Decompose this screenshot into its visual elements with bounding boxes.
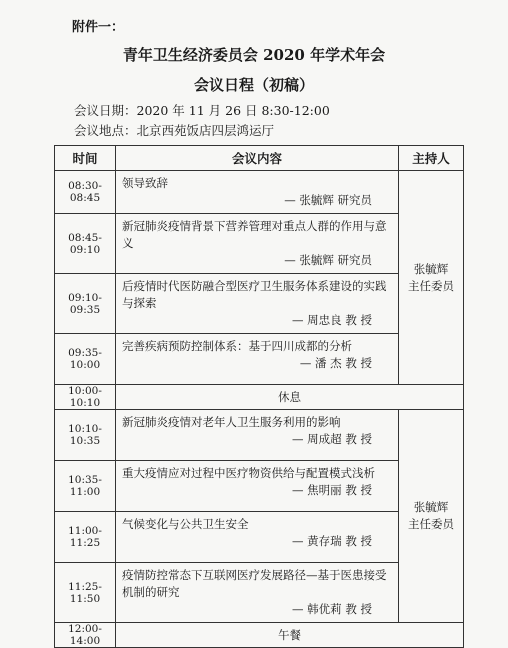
row-content bbox=[116, 334, 399, 385]
row-time: 09:35-10:00 bbox=[55, 334, 116, 385]
row-topic: 疫情防控常态下互联网医疗发展路径—基于医患接受机制的研究 bbox=[122, 568, 387, 599]
row-topic: 完善疾病预防控制体系：基于四川成都的分析 bbox=[122, 339, 352, 353]
row-speaker: — 张毓辉 研究员 bbox=[284, 193, 372, 207]
table-row bbox=[55, 410, 464, 461]
row-speaker: — 张毓辉 研究员 bbox=[284, 253, 372, 267]
table-row bbox=[55, 171, 464, 214]
row-time: 10:35-11:00 bbox=[55, 461, 116, 512]
row-time: 09:10-09:35 bbox=[55, 274, 116, 334]
document-title: 青年卫生经济委员会 2020 年学术年会 bbox=[122, 46, 386, 64]
host-title: 主任委员 bbox=[408, 517, 454, 531]
row-speaker: — 韩优莉 教 授 bbox=[292, 602, 372, 616]
row-topic: 领导致辞 bbox=[122, 176, 168, 190]
row-speaker: — 周成超 教 授 bbox=[292, 432, 372, 446]
row-topic: 后疫情时代医防融合型医疗卫生服务体系建设的实践与探索 bbox=[122, 279, 387, 310]
row-content bbox=[116, 512, 399, 563]
header-host: 主持人 bbox=[399, 146, 464, 171]
row-speaker: — 周忠良 教 授 bbox=[292, 313, 372, 327]
host-title: 主任委员 bbox=[408, 278, 454, 293]
meeting-place: 会议地点：北京西苑饭店四层鸿运厅 bbox=[74, 123, 275, 138]
host-name: 张毓辉 bbox=[413, 261, 449, 276]
attachment-label: 附件一： bbox=[72, 20, 125, 35]
row-content bbox=[116, 461, 399, 512]
morning-host-cell bbox=[399, 171, 464, 385]
break-row bbox=[55, 385, 464, 410]
row-speaker: — 黄存瑞 教 授 bbox=[292, 534, 372, 548]
schedule-table bbox=[54, 145, 464, 648]
host-name: 张毓辉 bbox=[413, 500, 449, 514]
row-time: 10:10-10:35 bbox=[55, 410, 116, 461]
row-topic: 新冠肺炎疫情对老年人卫生服务利用的影响 bbox=[122, 415, 341, 429]
row-speaker: — 焦明丽 教 授 bbox=[292, 483, 372, 497]
break-label: 休息 bbox=[116, 385, 464, 410]
break-time: 10:00-10:10 bbox=[55, 385, 116, 410]
row-content bbox=[116, 410, 399, 461]
row-topic: 重大疫情应对过程中医疗物资供给与配置模式浅析 bbox=[122, 466, 375, 480]
row-content bbox=[116, 171, 399, 214]
row-time: 08:30-08:45 bbox=[55, 171, 116, 214]
meeting-date: 会议日期：2020 年 11 月 26 日 8:30-12:00 bbox=[74, 103, 330, 118]
header-content: 会议内容 bbox=[116, 146, 399, 171]
document-subtitle: 会议日程（初稿） bbox=[193, 76, 314, 94]
row-topic: 新冠肺炎疫情背景下营养管理对重点人群的作用与意义 bbox=[122, 219, 387, 250]
row-topic: 气候变化与公共卫生安全 bbox=[122, 517, 249, 531]
header-time: 时间 bbox=[55, 146, 116, 171]
row-content bbox=[116, 563, 399, 623]
row-time: 11:00-11:25 bbox=[55, 512, 116, 563]
row-content bbox=[116, 274, 399, 334]
break-label: 午餐 bbox=[116, 623, 464, 648]
row-time: 11:25-11:50 bbox=[55, 563, 116, 623]
table-header-row bbox=[55, 146, 464, 171]
break-time: 12:00-14:00 bbox=[55, 623, 116, 648]
row-content bbox=[116, 214, 399, 274]
row-speaker: — 潘 杰 教 授 bbox=[299, 356, 372, 370]
second-host-cell bbox=[399, 410, 464, 623]
row-time: 08:45-09:10 bbox=[55, 214, 116, 274]
